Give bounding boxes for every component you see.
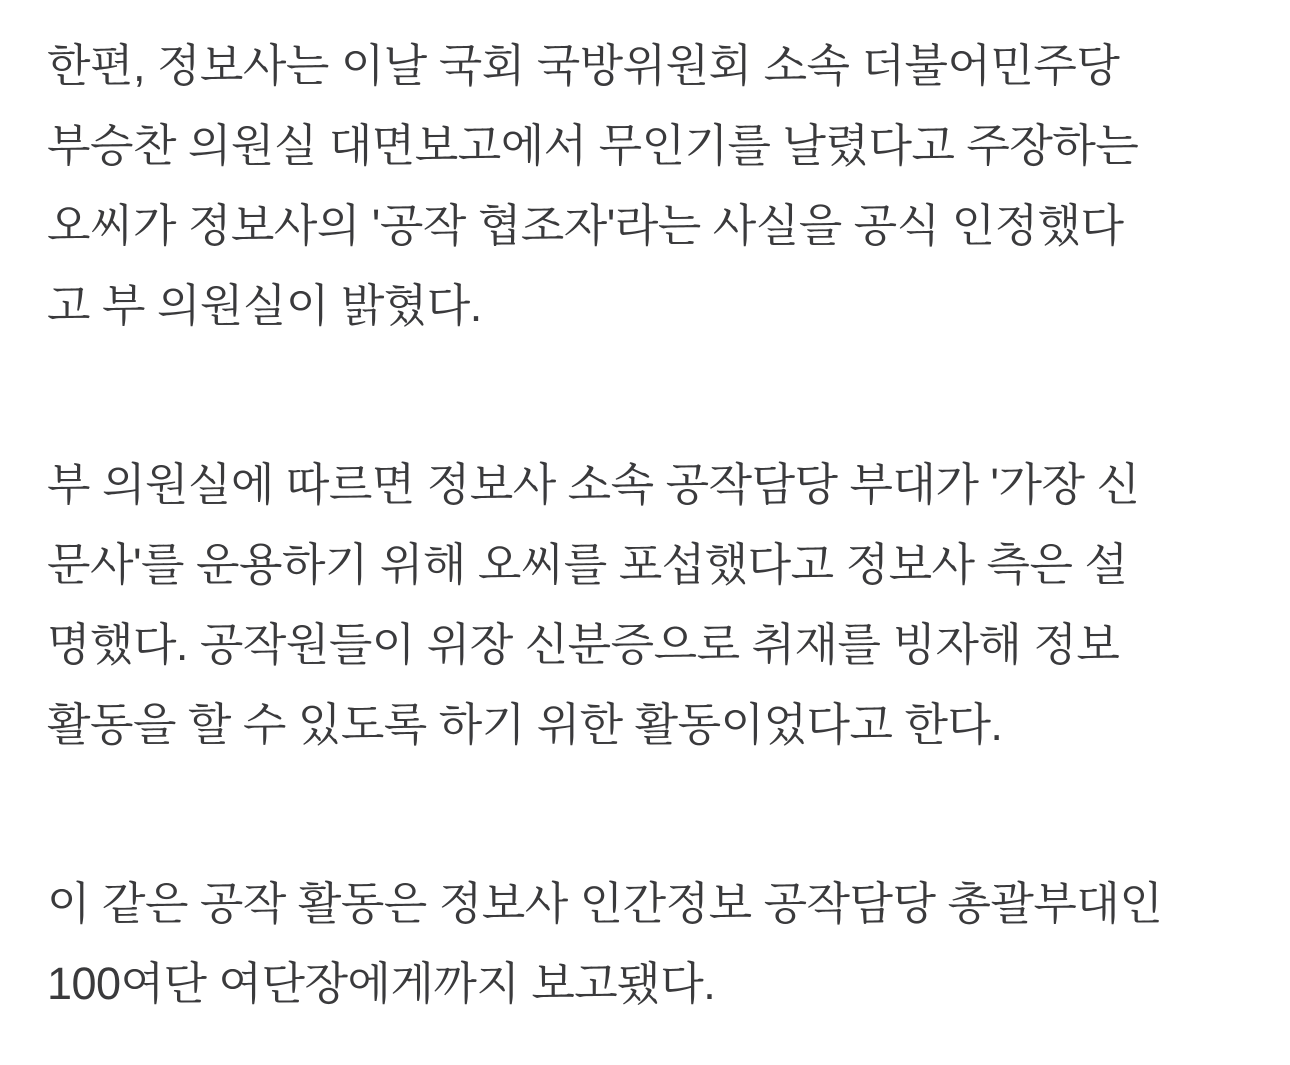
article-line: 부 의원실에 따르면 정보사 소속 공작담당 부대가 '가장 신 — [47, 459, 1140, 510]
article-line: 고 부 의원실이 밝혔다. — [47, 280, 482, 331]
article-line: 활동을 할 수 있도록 하기 위한 활동이었다고 한다. — [47, 699, 1003, 750]
article-line: 문사'를 운용하기 위해 오씨를 포섭했다고 정보사 측은 설 — [47, 539, 1128, 590]
article-line: 부승찬 의원실 대면보고에서 무인기를 날렸다고 주장하는 — [47, 120, 1139, 171]
article-line: 오씨가 정보사의 '공작 협조자'라는 사실을 공식 인정했다 — [47, 200, 1124, 251]
article-paragraph — [47, 864, 1243, 1024]
article-paragraph — [47, 445, 1243, 765]
article-line: 100여단 여단장에게까지 보고됐다. — [47, 958, 716, 1009]
article-line: 명했다. 공작원들이 위장 신분증으로 취재를 빙자해 정보 — [47, 619, 1120, 670]
article-line: 이 같은 공작 활동은 정보사 인간정보 공작담당 총괄부대인 — [47, 878, 1163, 929]
article-paragraph — [47, 26, 1243, 346]
article-line: 한편, 정보사는 이날 국회 국방위원회 소속 더불어민주당 — [47, 40, 1120, 91]
